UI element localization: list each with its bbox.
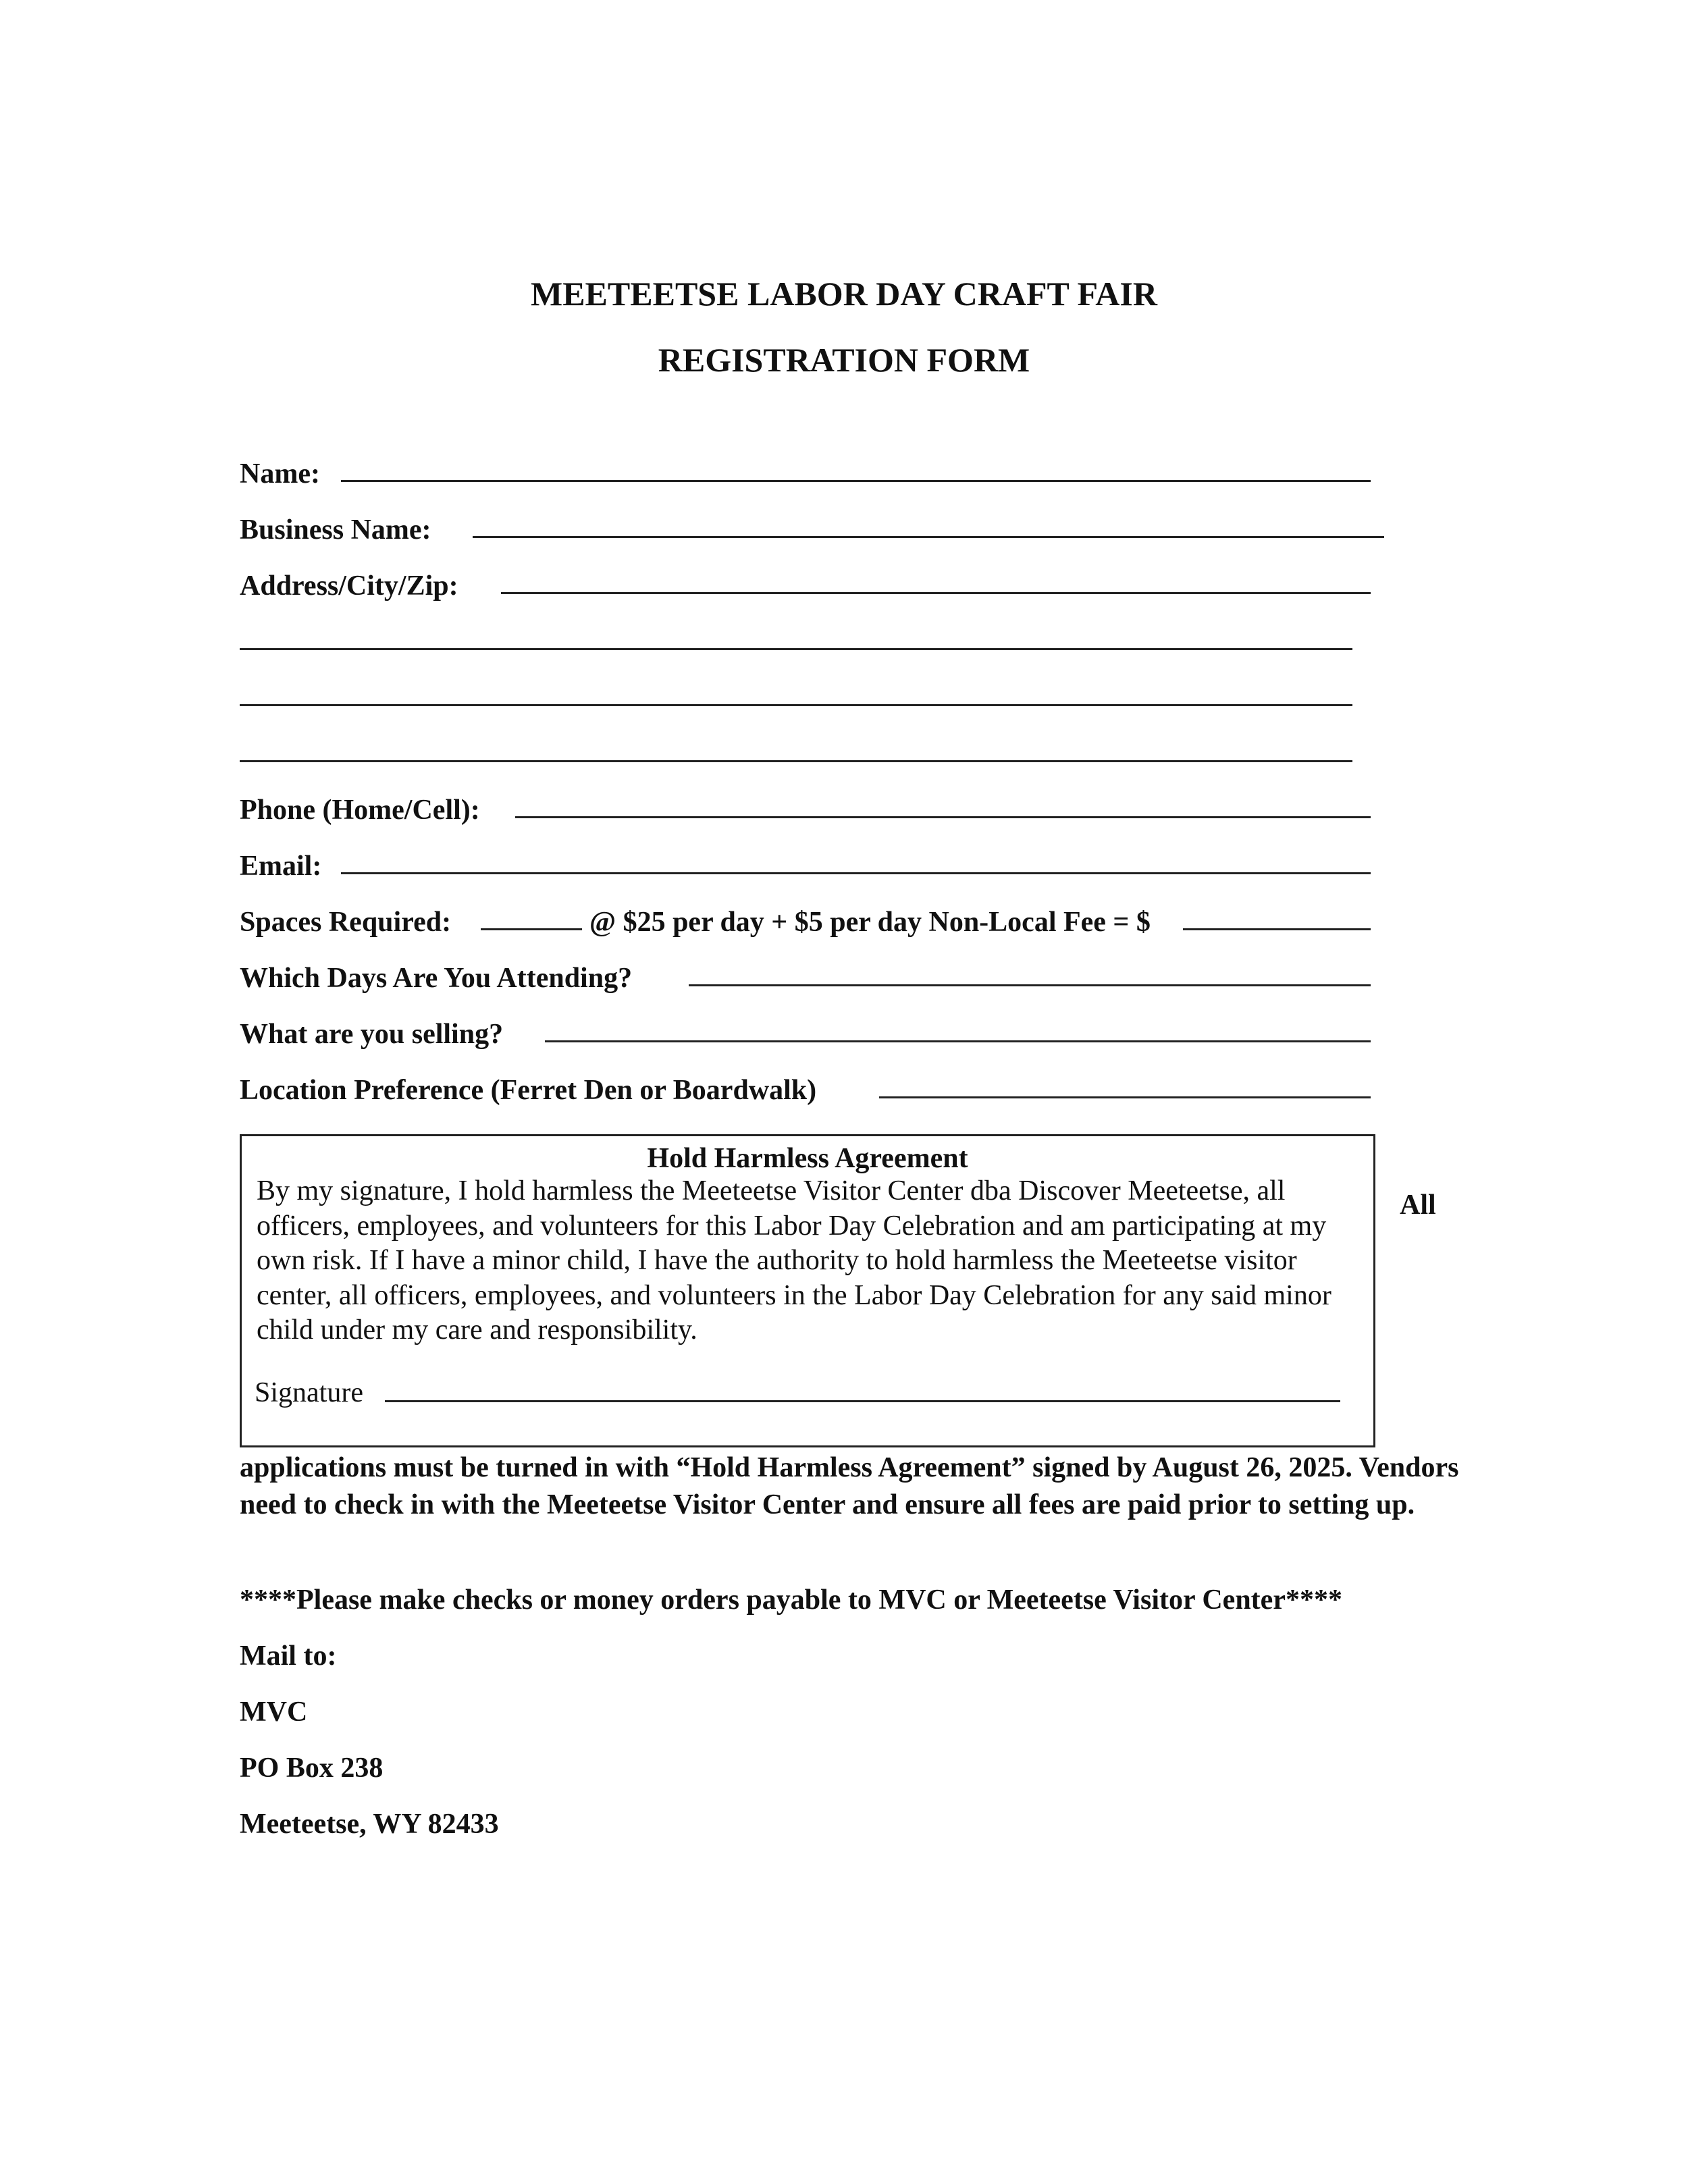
phone-row [240, 790, 480, 830]
location-row [240, 1070, 816, 1111]
name-field[interactable] [341, 480, 1371, 482]
address-line-2[interactable] [240, 648, 1352, 650]
selling-field[interactable] [545, 1040, 1371, 1042]
days-label: Which Days Are You Attending? [240, 963, 633, 994]
address-field[interactable] [501, 592, 1371, 594]
side-all-text: All [1400, 1190, 1436, 1221]
agreement-body: By my signature, I hold harmless the Meeteetse Visitor Center dba Discover Meeteetse, all officers, employees, and volunteers for this Labor Day Celebration and am participating at my own risk. If I have a minor child, I have the authority to hold harmless the Meeteetse visitor center, all officers, employees, and volunteers in the Labor Day Celebration for any said minor child under my care and responsibility. [257, 1175, 1331, 1346]
spaces-count-field[interactable] [481, 928, 582, 930]
email-label: Email: [240, 851, 322, 882]
phone-label: Phone (Home/Cell): [240, 795, 480, 826]
address-row [240, 566, 458, 606]
location-field[interactable] [879, 1096, 1371, 1098]
days-field[interactable] [689, 984, 1371, 986]
spaces-fee-text: @ $25 per day + $5 per day Non-Local Fee = $ [589, 907, 1151, 938]
signature-field[interactable] [385, 1400, 1340, 1402]
location-label: Location Preference (Ferret Den or Boardwalk) [240, 1075, 817, 1106]
business-name-label: Business Name: [240, 514, 431, 545]
instructions-text: applications must be turned in with “Hold Harmless Agreement” signed by August 26, 2025. Vendors need to check in with the Meeteetse Visitor Center and ensure all fees are paid prior to setting up. [240, 1452, 1459, 1520]
mail-line-1: MVC [240, 1697, 308, 1728]
address-line-3[interactable] [240, 704, 1352, 706]
selling-row [240, 1014, 503, 1055]
email-row [240, 846, 321, 886]
payable-note: ****Please make checks or money orders payable to MVC or Meeteetse Visitor Center**** [240, 1584, 1342, 1616]
spaces-total-field[interactable] [1183, 928, 1371, 930]
selling-label: What are you selling? [240, 1019, 504, 1050]
phone-field[interactable] [515, 816, 1371, 818]
name-label: Name: [240, 458, 320, 489]
business-row [240, 510, 431, 550]
address-label: Address/City/Zip: [240, 570, 458, 602]
mail-line-3: Meeteetse, WY 82433 [240, 1809, 499, 1840]
email-field[interactable] [341, 872, 1371, 874]
mail-to-label: Mail to: [240, 1641, 337, 1672]
form-title: MEETEETSE LABOR DAY CRAFT FAIR [531, 275, 1157, 313]
agreement-title: Hold Harmless Agreement [647, 1143, 968, 1174]
days-row [240, 958, 632, 998]
form-subtitle: REGISTRATION FORM [658, 341, 1030, 379]
signature-label: Signature [255, 1377, 363, 1408]
mail-line-2: PO Box 238 [240, 1753, 384, 1784]
business-name-field[interactable] [473, 536, 1384, 538]
name-row [240, 454, 320, 494]
spaces-label: Spaces Required: [240, 907, 452, 938]
address-line-4[interactable] [240, 760, 1352, 762]
